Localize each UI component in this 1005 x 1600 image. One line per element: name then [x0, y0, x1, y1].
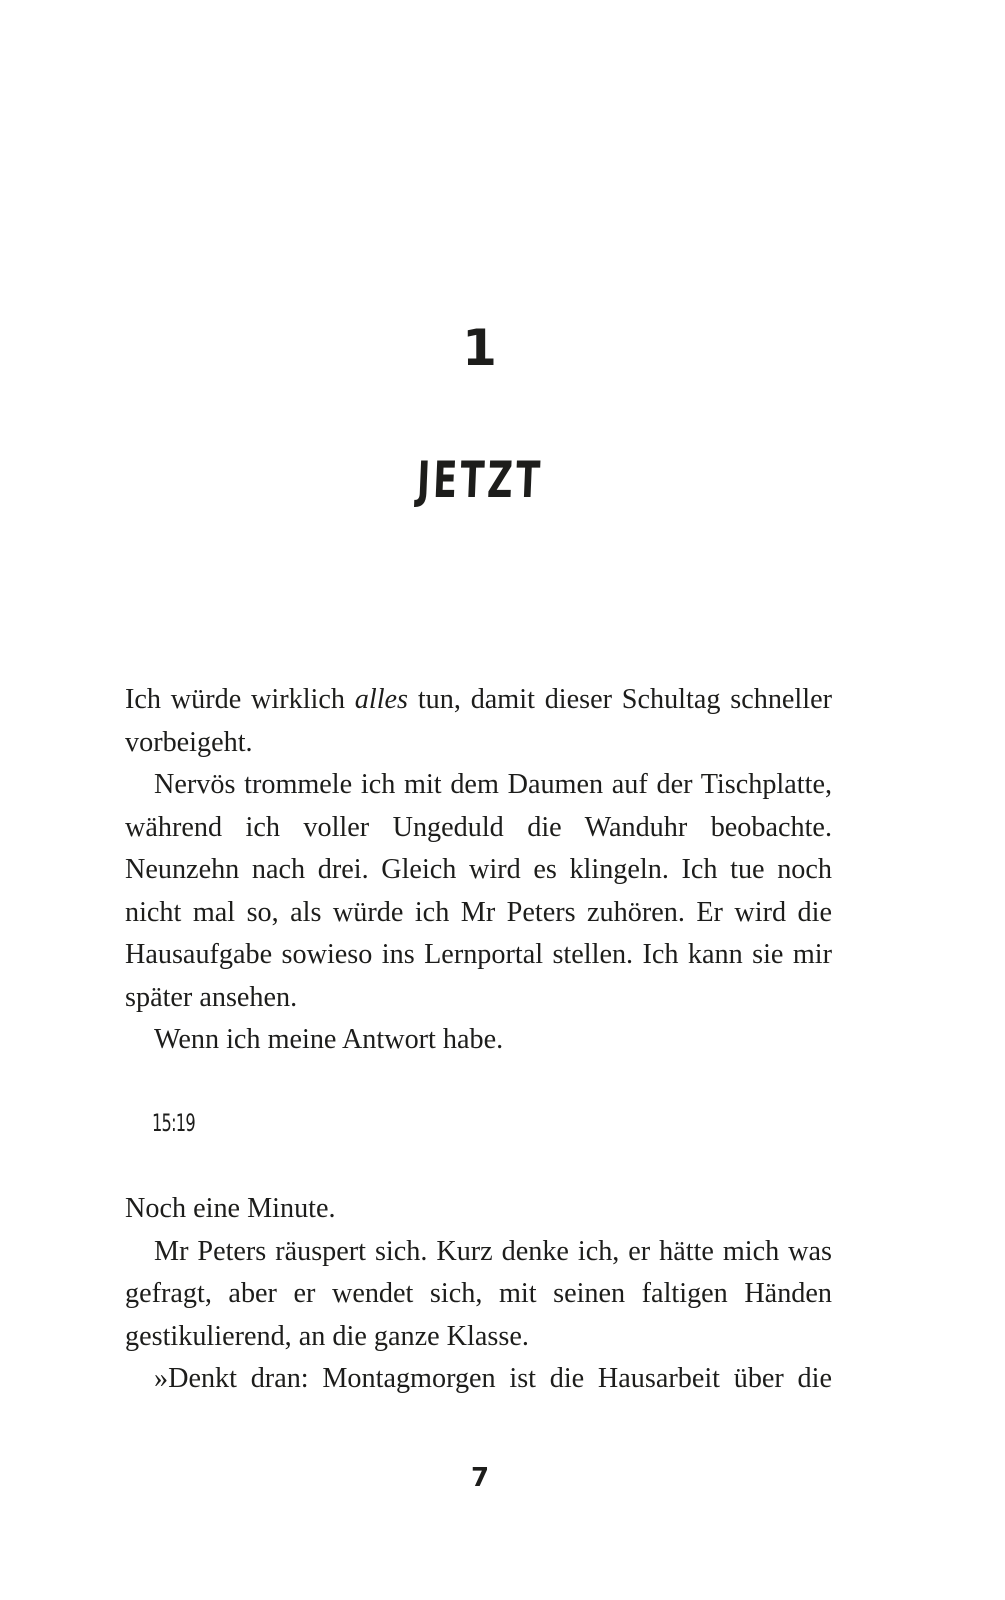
chapter-title: JETZT	[415, 451, 545, 509]
paragraph-text: tun, damit dieser Schultag schneller vorbeigeht.	[125, 684, 832, 758]
paragraph: Noch eine Minute.	[125, 1193, 336, 1224]
emphasized-word: alles	[354, 684, 409, 715]
body-text-section-1	[125, 679, 832, 1062]
paragraph: »Denkt dran: Montagmorgen ist die Hausarbeit über die	[154, 1363, 832, 1394]
paragraph	[125, 679, 832, 764]
page-number: 7	[470, 1463, 490, 1493]
paragraph: Mr Peters räuspert sich. Kurz denke ich, er hätte mich was gefragt, aber er wendet sich, mit seinen faltigen Händen gestikulierend, an die ganze Klasse.	[125, 1235, 832, 1352]
chapter-number: 1	[462, 319, 498, 377]
scene-timestamp: 15:19	[152, 1109, 195, 1137]
paragraph: Nervös trommele ich mit dem Daumen auf der Tischplatte, während ich voller Ungeduld die Wanduhr beobachte. Neunzehn nach drei. Gleich wird es klingeln. Ich tue noch nicht mal so, als würde ich Mr Peters zuhören. Er wird die Hausaufgabe sowieso ins Lernportal stellen. Ich kann sie mir später ansehen.	[125, 769, 832, 1013]
paragraph-text: Ich würde wirklich	[125, 684, 355, 715]
body-text-section-2	[125, 1188, 832, 1401]
paragraph: Wenn ich meine Antwort habe.	[154, 1024, 504, 1055]
